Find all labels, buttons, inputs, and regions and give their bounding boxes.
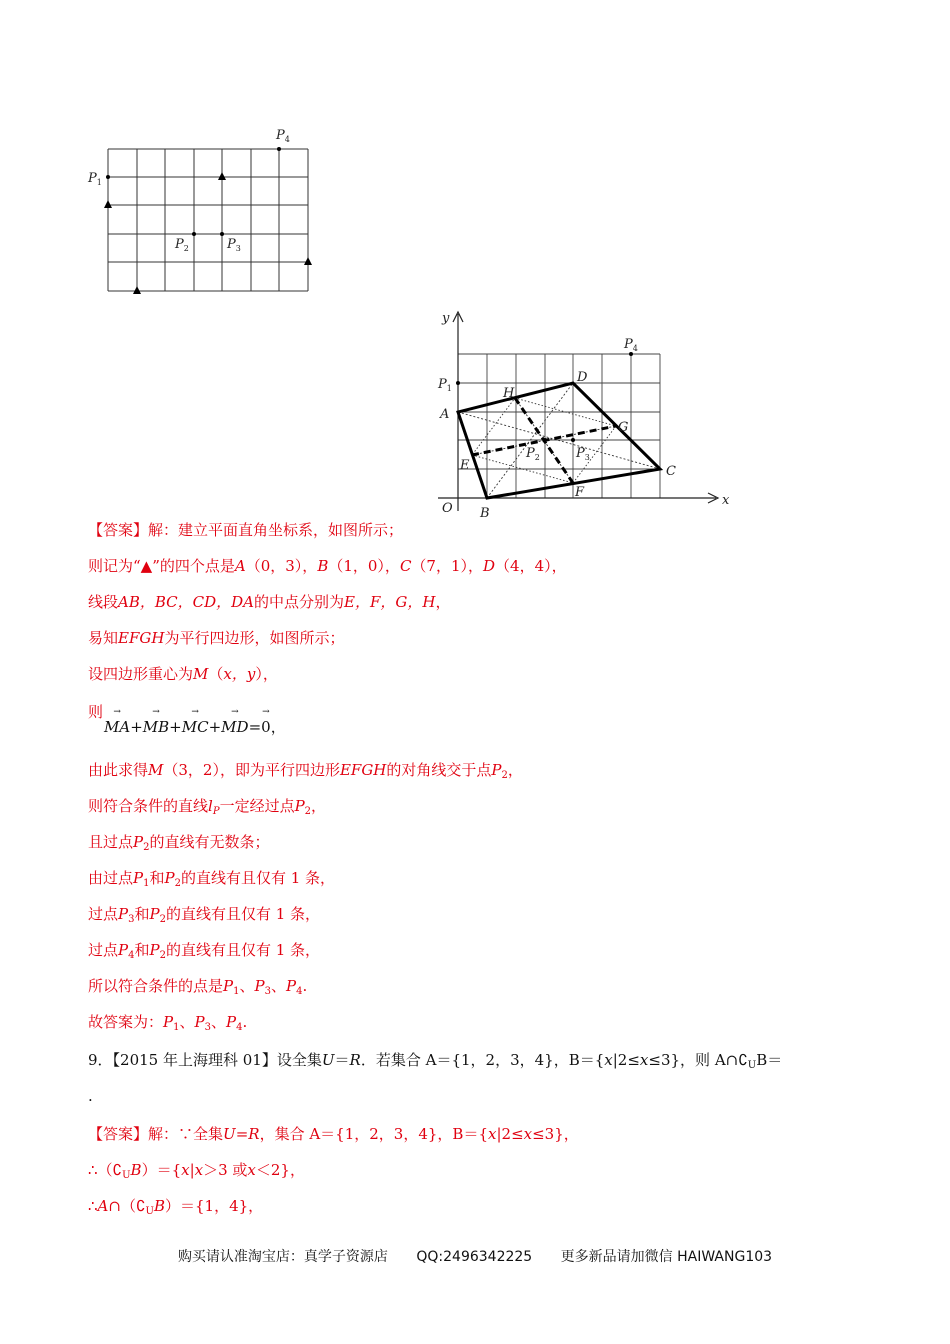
- triangle-marker: [104, 200, 112, 208]
- answer-line-13: 所以符合条件的点是$P_1$、$P_3$、$P_4$.: [88, 977, 308, 997]
- triangle-marker: [133, 286, 141, 294]
- svg-text:P4: $P_4$: [624, 337, 638, 353]
- point-p1: [106, 175, 110, 179]
- figure-grid-points: [80, 125, 320, 300]
- svg-text:P3: $P_3$: [576, 446, 590, 462]
- svg-text:P4: $P_4$: [276, 128, 290, 144]
- answer-line-14: 故答案为：$P_1$、$P_3$、$P_4$.: [88, 1013, 248, 1033]
- vector-equation: → MA+→ MB+→ MC+→ MD=→ 0，: [104, 716, 286, 737]
- answer9-line-1: 【答案】解：∵全集U=R，集合 A＝{1，2，3，4}，B＝{x|2≤x≤3}，: [88, 1125, 579, 1143]
- svg-text:A: A: [440, 407, 450, 422]
- footer-qq: QQ:2496342225: [416, 1249, 533, 1265]
- figure-coordinate-quadrilateral: [428, 306, 748, 522]
- answer-line-6-label: 则: [88, 703, 104, 721]
- svg-text:P2: $P_2$: [175, 237, 189, 253]
- page-footer: [0, 1246, 950, 1266]
- svg-text:P1: $P_1$: [88, 171, 102, 187]
- svg-text:P1: $P_1$: [438, 377, 452, 393]
- answer-line-4: 易知EFGH为平行四边形，如图所示；: [88, 629, 345, 647]
- triangle-marker: [218, 172, 226, 180]
- triangle-marker: [304, 257, 312, 265]
- svg-text:G: G: [618, 420, 629, 435]
- point-p4: [277, 147, 281, 151]
- svg-text:x: x: [722, 493, 730, 508]
- answer-line-12: 过点$P_4$和$P_2$的直线有且仅有 1 条，: [88, 941, 321, 961]
- answer-line-1: 【答案】解：建立平面直角坐标系，如图所示；: [88, 521, 404, 539]
- question-9: 9．【2015 年上海理科 01】设全集U＝R．若集合 A＝{1，2，3，4}，B＝{x|2≤x≤3}，则 $A\cap∁_UB=$: [88, 1051, 783, 1071]
- answer-line-5: 设四边形重心为M（x，y），: [88, 665, 278, 683]
- answer-line-2: 则记为“▲”的四个点是A（0，3），B（1，0），C（7，1），D（4，4），: [88, 557, 567, 575]
- answer-line-3: 线段AB，BC，CD，DA的中点分别为E，F，G，H，: [88, 593, 451, 611]
- svg-text:P3: $P_3$: [227, 237, 241, 253]
- svg-text:P2: $P_2$: [526, 446, 540, 462]
- point-p2: [192, 232, 196, 236]
- answer-line-9: 且过点$P_2$的直线有无数条；: [88, 833, 270, 853]
- svg-text:B: B: [480, 506, 490, 521]
- svg-text:C: C: [666, 464, 676, 479]
- svg-text:O: O: [442, 501, 453, 516]
- svg-text:H: H: [503, 386, 515, 401]
- answer-line-11: 过点$P_3$和$P_2$的直线有且仅有 1 条，: [88, 905, 321, 925]
- point-p3: [220, 232, 224, 236]
- answer-line-10: 由过点$P_1$和$P_2$的直线有且仅有 1 条，: [88, 869, 336, 889]
- svg-text:y: y: [442, 311, 450, 326]
- footer-wechat: 更多新品请加微信 HAIWANG103: [560, 1249, 773, 1265]
- answer9-line-3: $\therefore A\cap(∁_UB)=\{1$，4}，: [88, 1197, 264, 1217]
- svg-text:D: D: [577, 370, 588, 385]
- answer-line-7: 由此求得M（3，2），即为平行四边形EFGH的对角线交于点$P_2$，: [88, 761, 523, 781]
- svg-text:F: F: [575, 485, 585, 500]
- answer9-line-2: $\therefore(∁_UB)=\{x|x>3$ 或x＜2}，: [88, 1161, 305, 1181]
- answer-line-8: 则符合条件的直线$l_P$一定经过点$P_2$，: [88, 797, 327, 817]
- footer-shop: 购买请认准淘宝店：真学子资源店: [177, 1249, 388, 1265]
- svg-text:E: E: [460, 458, 470, 473]
- question-9-blank: .: [88, 1087, 93, 1105]
